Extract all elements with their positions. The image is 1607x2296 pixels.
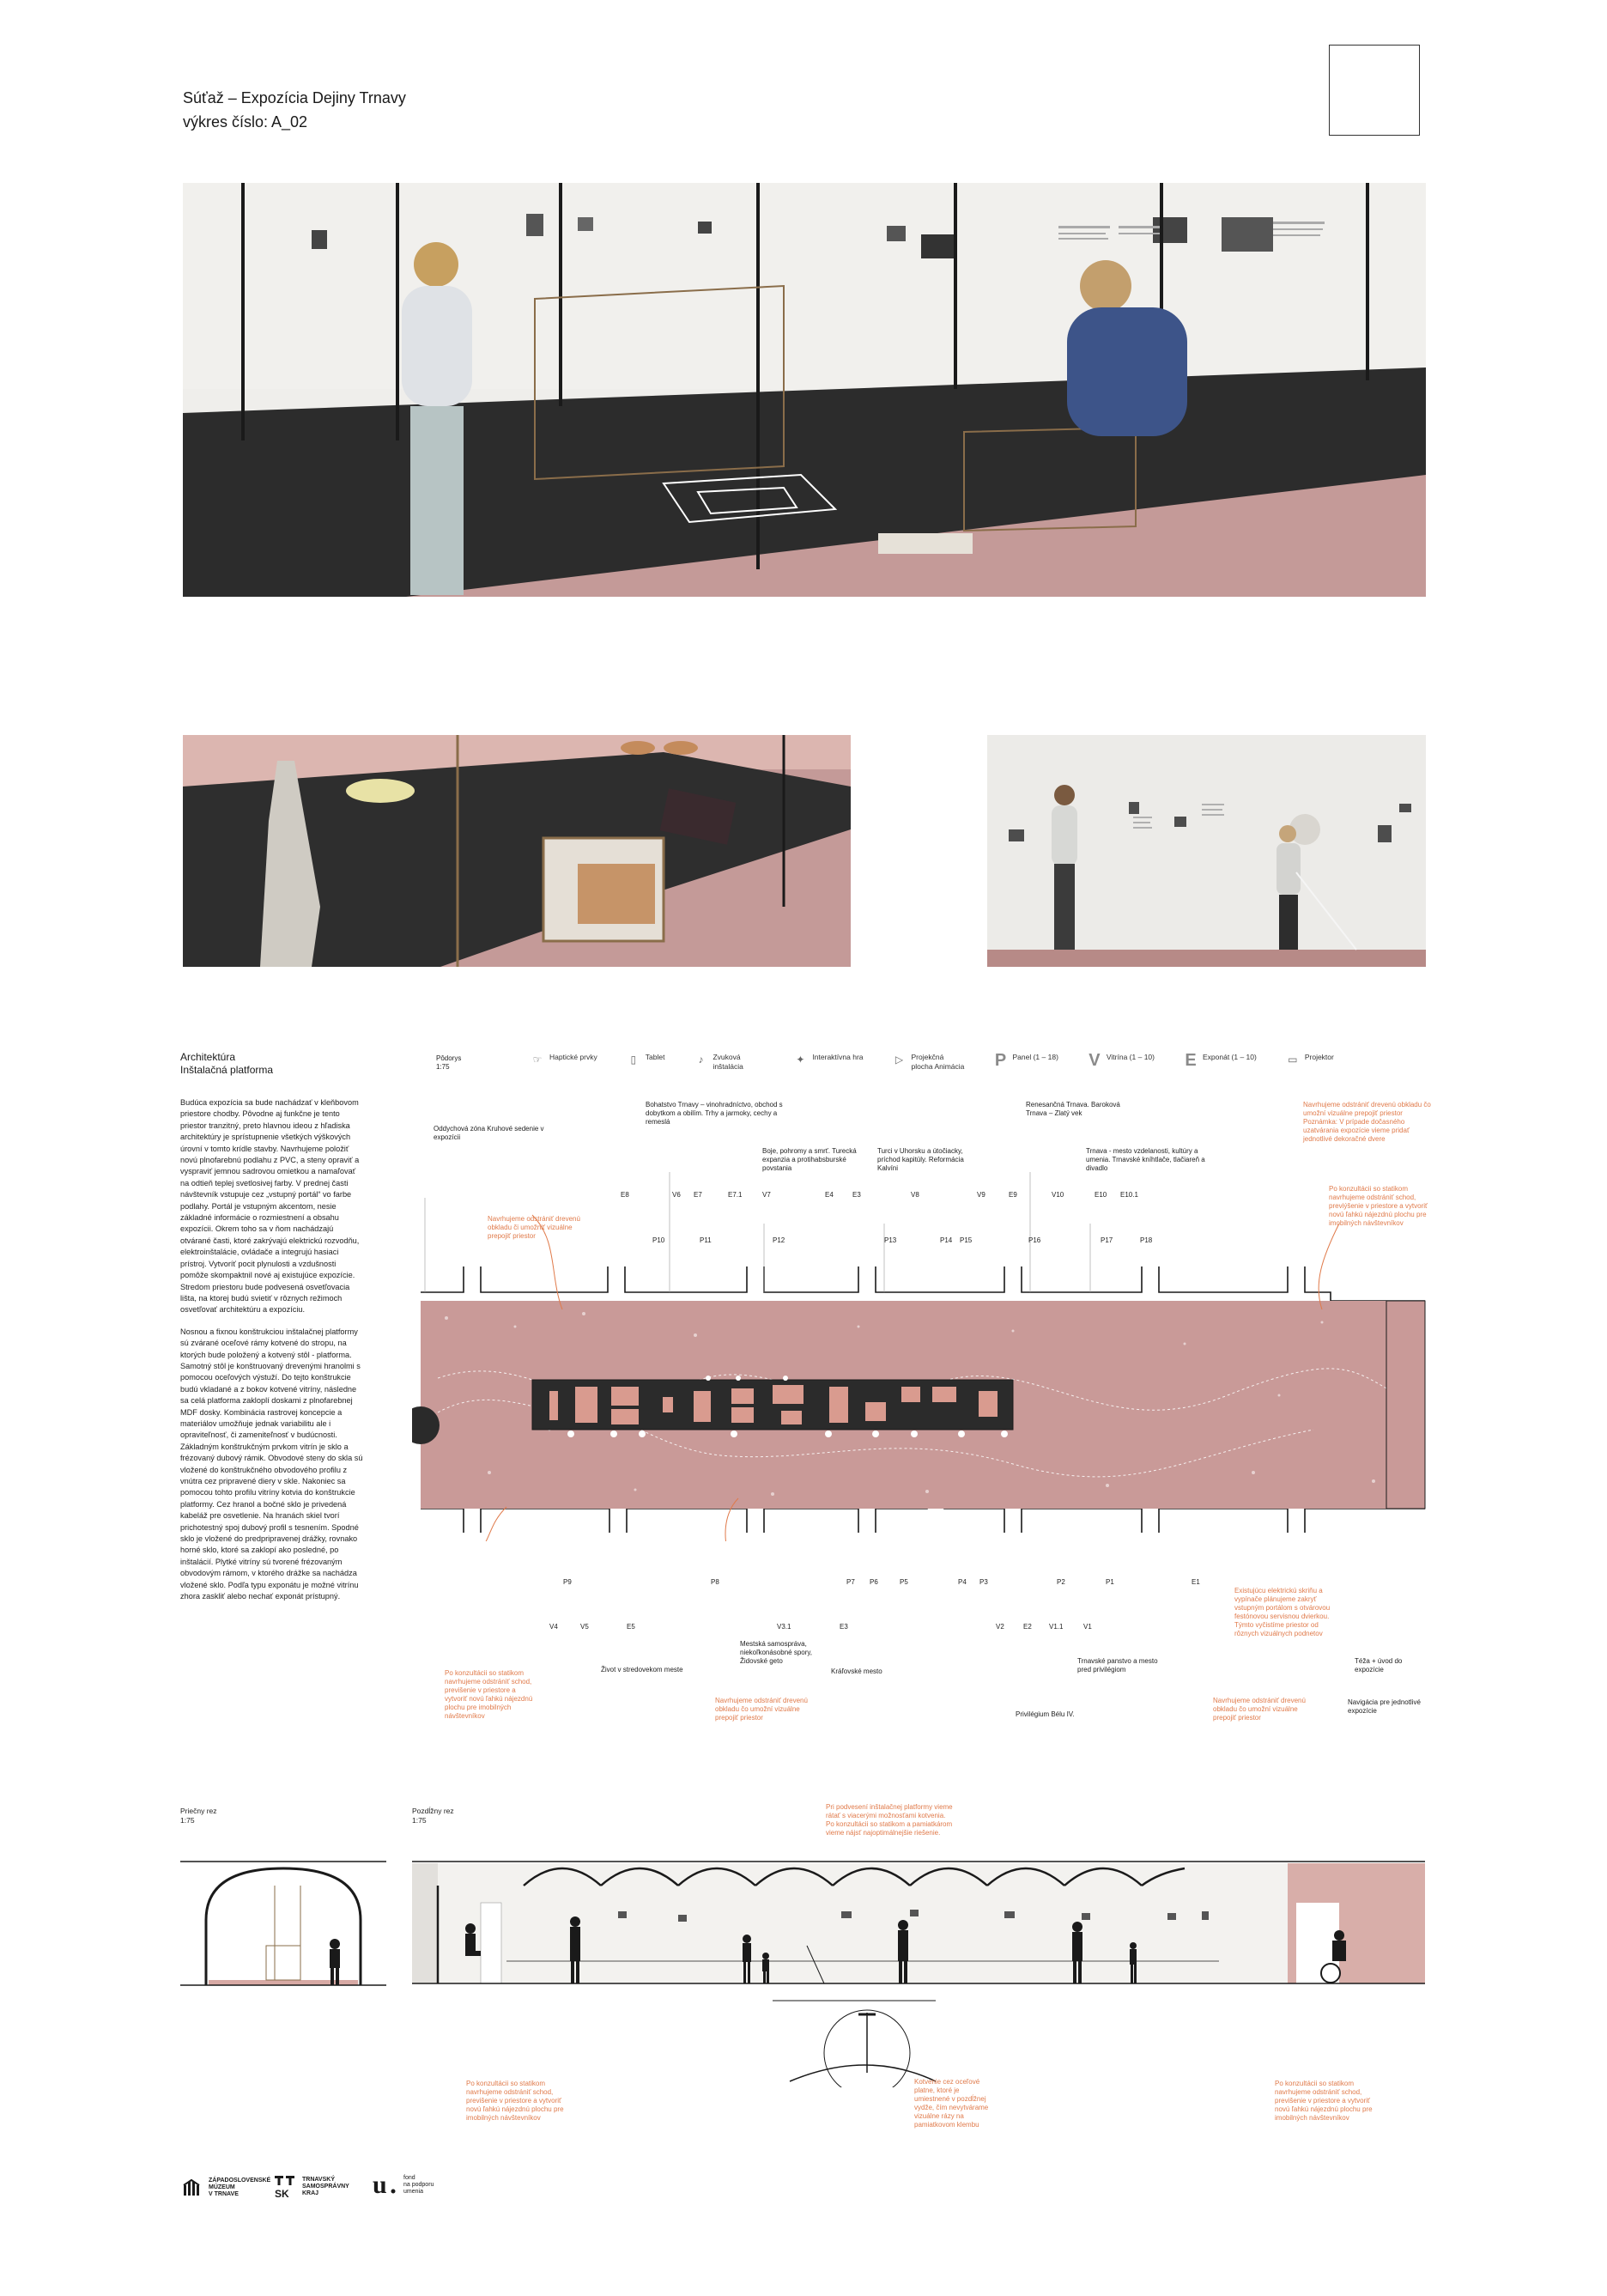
plan-code: V4 xyxy=(549,1623,558,1631)
fpu-logo-icon xyxy=(373,2172,397,2198)
hand-icon: ☞ xyxy=(532,1053,543,1066)
plan-note: Navigácia pre jednotlivé expozície xyxy=(1348,1698,1421,1715)
plan-code: P8 xyxy=(711,1578,719,1586)
plan-code: E1 xyxy=(1192,1578,1200,1586)
plan-code: P7 xyxy=(846,1578,855,1586)
ttsk-logo-icon xyxy=(275,2176,295,2198)
plan-code: P15 xyxy=(960,1236,973,1244)
plan-code: E8 xyxy=(621,1191,629,1199)
render-visitors xyxy=(987,735,1426,967)
legend-item-projection xyxy=(893,1053,965,1072)
floor-plan-drawing xyxy=(412,1172,1434,1541)
museum-logo-icon xyxy=(183,2178,202,2197)
plan-code: P14 xyxy=(940,1236,953,1244)
plan-code: E10.1 xyxy=(1120,1191,1138,1199)
exhibit-letter: E xyxy=(1185,1051,1197,1070)
anchor-detail-drawing xyxy=(773,1989,936,2087)
legend-label: Haptické prvky xyxy=(549,1053,597,1061)
legend-item-tablet xyxy=(627,1053,665,1072)
plan-code: P3 xyxy=(979,1578,988,1586)
plan-note: Trnava - mesto vzdelanosti, kultúry a umenia. Trnavské kníhtlače, tlačiareň a divadlo xyxy=(1086,1147,1205,1172)
plan-code: P5 xyxy=(900,1578,908,1586)
plan-code: E7 xyxy=(694,1191,702,1199)
legend-item-panel xyxy=(994,1053,1058,1072)
plan-code: P4 xyxy=(958,1578,967,1586)
plan-code: P16 xyxy=(1028,1236,1041,1244)
board-title-block xyxy=(183,86,406,134)
legend-item-vitrine xyxy=(1088,1053,1155,1072)
legend-item-haptic xyxy=(531,1053,597,1072)
plan-code: P18 xyxy=(1140,1236,1153,1244)
plan-code: P9 xyxy=(563,1578,572,1586)
plan-note: Turci v Uhorsku a útočiacky, príchod kapitúly. Reformácia Kalvíni xyxy=(877,1147,964,1172)
plan-note: Trnavské panstvo a mesto pred privilégiom xyxy=(1077,1657,1158,1673)
render-main-corridor xyxy=(183,183,1426,597)
plan-code: E4 xyxy=(825,1191,834,1199)
orange-note: Po konzultácii so statikom navrhujeme odstrániť schod, previýšenie v priestore a vytvoriť novú ľahkú nájezdnú plochu pre imobilných návštevníkov xyxy=(1329,1185,1428,1227)
cross-section-scale: 1:75 xyxy=(180,1816,195,1825)
plan-code: V1 xyxy=(1083,1623,1092,1631)
plan-code: P12 xyxy=(773,1236,785,1244)
legend-label: Panel (1 – 18) xyxy=(1012,1053,1058,1061)
play-icon: ▷ xyxy=(894,1053,904,1066)
orange-note: Existujúcu elektrickú skriňu a vypínače plánujeme zakryť vstupným portálom s otvárovou festónovou servisnou dvierkou. Týmto vyčistíme priestor od rôznych vizuálnych podnetov xyxy=(1234,1587,1331,1637)
section-heading-line2: Inštalačná platforma xyxy=(180,1064,274,1076)
long-section-scale: 1:75 xyxy=(412,1816,427,1825)
logo-text xyxy=(302,2177,349,2197)
logo-line: V TRNAVE xyxy=(209,2191,239,2197)
logo-line: ZÁPADOSLOVENSKÉ xyxy=(209,2178,271,2184)
long-section-title: Pozdĺžny rez xyxy=(412,1807,454,1815)
cross-section xyxy=(180,1860,386,1989)
logo-line: SAMOSPRÁVNY xyxy=(302,2184,349,2190)
plan-code: P10 xyxy=(652,1236,665,1244)
svg-text:SK: SK xyxy=(275,2188,289,2198)
plan-code: E3 xyxy=(840,1623,848,1631)
orange-note: Navrhujeme odstrániť drevenú obkladu čo umožní vizuálne prepojiť priestor Poznámka: V prípade dočasného uzatvárania expozície vieme pridať jednotlivé dekoračné dvere xyxy=(1303,1101,1431,1143)
game-icon: ✦ xyxy=(796,1053,805,1066)
logo-line: fond xyxy=(403,2175,415,2181)
plan-note: Život v stredovekom meste xyxy=(601,1666,683,1673)
competition-title: Súťaž – Expozícia Dejiny Trnavy xyxy=(183,89,406,106)
long-section-drawing xyxy=(412,1860,1425,1987)
render-vitrine-closeup xyxy=(183,735,851,967)
logo-text xyxy=(209,2178,270,2198)
speaker-icon: ♪ xyxy=(698,1053,704,1066)
orange-note: Po konzultácii so statikom navrhujeme odstrániť schod, previšenie v priestore a vytvoriť novú ľahkú nájezdnú plochu pre imobilných návštevníkov xyxy=(1275,2080,1373,2122)
plan-note: Téža + úvod do expozície xyxy=(1355,1657,1403,1673)
floor-plan xyxy=(412,1172,1434,1541)
plan-code: V10 xyxy=(1052,1191,1064,1199)
render-visitors-image xyxy=(987,735,1426,967)
plan-code: E3 xyxy=(852,1191,861,1199)
long-section xyxy=(412,1860,1425,1987)
logo-line: MÚZEUM xyxy=(209,2184,235,2190)
plan-note: Renesančná Trnava. Baroková Trnava – Zlatý vek xyxy=(1026,1101,1120,1117)
projector-icon: ▭ xyxy=(1288,1053,1298,1066)
orange-note: Navrhujeme odstrániť drevenú obkladu čo umožní vizuálne prepojiť priestor xyxy=(715,1697,808,1722)
plan-scale-text: 1:75 xyxy=(436,1063,450,1071)
logo-line: na podporu xyxy=(403,2182,434,2188)
legend-label: Projekčná plocha Animácia xyxy=(911,1053,965,1071)
legend-item-projector xyxy=(1286,1053,1334,1072)
plan-code: V1.1 xyxy=(1049,1623,1064,1631)
drawing-number: výkres číslo: A_02 xyxy=(183,113,308,131)
plan-code: P2 xyxy=(1057,1578,1065,1586)
render-main-corridor-image xyxy=(183,183,1426,597)
orange-note: Pri podvesení inštalačnej platformy vieme rátať s viacerými možnosťami kotvenia. Po konzultácii so statikom a pamiatkárom vieme nájsť najoptimálnejšie riešenie. xyxy=(826,1803,953,1837)
logo-line: TRNAVSKÝ xyxy=(302,2177,335,2183)
legend xyxy=(531,1053,1423,1072)
section-paragraph: Nosnou a fixnou konštrukciou inštalačnej platformy sú zvárané oceľové rámy kotvené do stropu, na ktorých bude položený a kotvený stôl - platforma. Samotný stôl je konštruovaný drevenými hranolmi s pomocou oceľových výstuží. Do tejto konštrukcie budú vkladané a z bokov kotvené vitríny, následne sa celá platforma zakloplí doskami z plnofarebnej MDF dosky. Kombinácia rastrovej koncepcie a materiálov umožňuje jednak variabilitu ale i opraviteľnosť, či zameniteľnosť v budúcnosti. Základným konštrukčným prvkom vitrín je sklo a frézovaný dubový rámik. Obvodové steny do skla sú vložené do konštrukčného obvodového profilu z vnútra cez pripravené diery v skle. Nakoniec sa pomocou tohto profilu vitríny kotvia do konštrukcie platformy. Cez hranol a bočné sklo je privedená kabeláž pre osvetlenie. Na hranách skiel tvorí prichotestný spoj dubový profil s tesnením. Spodné sklo je vložené do predpripravenej drážky, rovnako horné sklo, ktoré sa zaklopí ako posledné, po inštalácií. Plytké vitríny sú tvorené frézovaným obvodovým rámom, v ktorého drážke sa nachádza vložené sklo. Podľa typu exponátu je možné vitrínu zhora zaskliť alebo nechať exponát prístupný. xyxy=(180,1327,363,1601)
plan-code: V8 xyxy=(911,1191,919,1199)
plan-code: E9 xyxy=(1009,1191,1017,1199)
vitrine-letter: V xyxy=(1089,1051,1101,1070)
plan-code: V7 xyxy=(762,1191,771,1199)
section-heading-line1: Architektúra xyxy=(180,1051,236,1063)
plan-code: E5 xyxy=(627,1623,635,1631)
stamp-box xyxy=(1329,45,1420,136)
plan-note: Bohatstvo Trnavy – vinohradníctvo, obchod s dobytkom a obilím. Trhy a jarmoky, cechy a remeslá xyxy=(646,1101,783,1126)
plan-code: P1 xyxy=(1106,1578,1114,1586)
logo-ttsk xyxy=(275,2176,349,2198)
cross-section-title: Priečny rez xyxy=(180,1807,217,1815)
plan-code: V6 xyxy=(672,1191,681,1199)
plan-code: P6 xyxy=(870,1578,878,1586)
legend-label: Interaktívna hra xyxy=(812,1053,864,1061)
legend-label: Tablet xyxy=(645,1053,665,1061)
plan-code: V2 xyxy=(996,1623,1004,1631)
plan-label xyxy=(436,1054,461,1072)
plan-code: P13 xyxy=(884,1236,897,1244)
cross-section-label xyxy=(180,1807,217,1825)
legend-item-game xyxy=(793,1053,863,1072)
plan-label-text: Pôdorys xyxy=(436,1054,462,1062)
render-vitrine-closeup-image xyxy=(183,735,851,967)
plan-code: P17 xyxy=(1101,1236,1113,1244)
orange-note: Kotvenie cez oceľové platne, ktoré je umiestnené v pozdĺžnej vydže, čím nevytvárame vizuálne rázy na pamiatkovom klembu xyxy=(914,2078,989,2129)
plan-code: V9 xyxy=(977,1191,985,1199)
orange-note: Navrhujeme odstrániť drevenú obkladu čo umožní vizuálne prepojiť priestor xyxy=(1213,1697,1306,1722)
logo-fpu xyxy=(373,2172,434,2198)
logo-line: umenia xyxy=(403,2189,423,2195)
plan-note: Boje, pohromy a smrť. Turecká expanzia a protihabsburské povstania xyxy=(762,1147,857,1172)
plan-code: E7.1 xyxy=(728,1191,743,1199)
section-heading xyxy=(180,1051,273,1077)
legend-label: Projektor xyxy=(1304,1053,1334,1061)
plan-code: P11 xyxy=(700,1236,712,1244)
plan-note: Privilégium Bélu IV. xyxy=(1016,1710,1075,1718)
legend-item-sound xyxy=(694,1053,764,1072)
plan-code: V3.1 xyxy=(777,1623,791,1631)
logo-zsm xyxy=(183,2178,270,2198)
legend-label: Zvuková inštalácia xyxy=(713,1053,743,1071)
section-body xyxy=(180,1097,364,1613)
legend-label: Vitrína (1 – 10) xyxy=(1106,1053,1155,1061)
plan-note: Kráľovské mesto xyxy=(831,1667,882,1675)
anchor-detail xyxy=(773,1989,936,2087)
logo-line: KRAJ xyxy=(302,2190,319,2196)
panel-letter: P xyxy=(994,1051,1007,1070)
section-paragraph: Budúca expozícia sa bude nachádzať v kleňbovom priestore chodby. Pôvodne aj funkčne je tento priestor tranzitný, preto hlavnou ideou z hľadiska architektúry je sprístupnenie všetkých výškových úrovní v tomto krídle stavby. Navrhujeme položiť novú plnofarebnú podlahu z PVC, a steny opraviť a vyspraviť jemnou sadrovou omietkou a namaľovať na odtieň teplej svetlosivej farby. V prednej časti návštevník vstupuje cez „vstupný portál“ vo farbe podlahy. Portál je vstupným akcentom, nesie základné informácie o rozmiestnení a obsahu expozícii. Okrem toho sa v ňom nachádzajú otvárané časti, ktoré zakrývajú elektrickú rozvodňu, elektroinštalácie, ovládače a integrujú hasiaci prístroj. Vytvoríť pocit plynulosti a vzdušnosti pomôže skompaktnil nové aj existujúce expozície. Stredom priestoru bude podvesená osvetľovacia lišta, na ktorej budú svietiť v rôznych režimoch osvetľovať architektúru a expozíciu. xyxy=(180,1098,360,1315)
plan-note: Mestská samospráva, niekoľkonásobné spory, Židovské geto xyxy=(740,1640,813,1665)
orange-note: Po konzultácii so statikom navrhujeme odstrániť schod, previšenie v priestore a vytvoriť novú ľahkú nájezdnú plochu pre imobilných návštevníkov xyxy=(445,1669,533,1720)
plan-note: Oddychová zóna Kruhové sedenie v expozícii xyxy=(434,1125,544,1141)
plan-code: E10 xyxy=(1095,1191,1107,1199)
cross-section-drawing xyxy=(180,1860,386,1989)
plan-code: E2 xyxy=(1023,1623,1032,1631)
plan-code: V5 xyxy=(580,1623,589,1631)
orange-note: Navrhujeme odstrániť drevenú obkladu či umožniť vizuálne prepojiť priestor xyxy=(488,1215,580,1240)
tablet-icon: ▯ xyxy=(630,1053,637,1066)
legend-item-exhibit xyxy=(1184,1053,1257,1072)
logo-text xyxy=(403,2175,434,2196)
long-section-label xyxy=(412,1807,454,1825)
orange-note: Po konzultácii so statikom navrhujeme odstrániť schod, previšenie v priestore a vytvoriť novú ľahkú nájezdnú plochu pre imobilných návštevníkov xyxy=(466,2080,564,2122)
svg-text:u: u xyxy=(373,2172,387,2198)
legend-label: Exponát (1 – 10) xyxy=(1202,1053,1257,1061)
